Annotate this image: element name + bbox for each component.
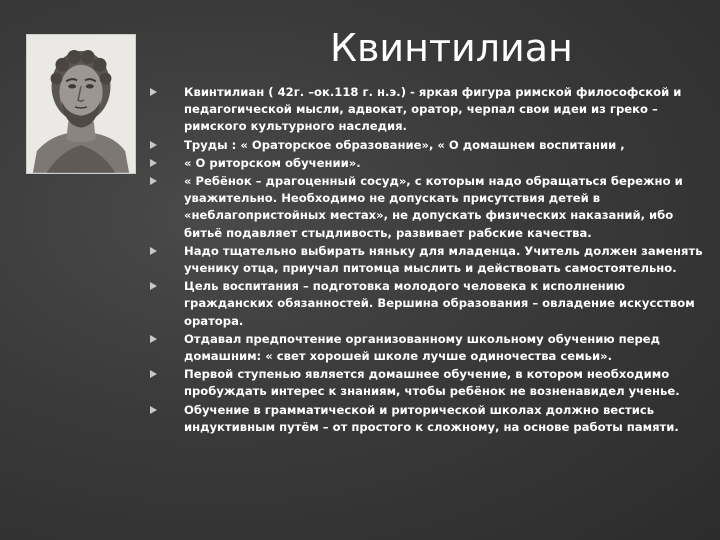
bullet-text: Первой ступенью является домашнее обучение, в котором необходимо пробуждать интерес к знаниям, чтобы ребёнок не возненавидел ученье.	[184, 367, 680, 399]
bullet-item	[150, 278, 710, 330]
bullet-text: « Ребёнок – драгоценный сосуд», с которым надо обращаться бережно и уважительно. Необходимо не допускать присутствия детей в «неблагопристойных местах», не допускать физических наказаний, ибо битьё подавляет стыдливость, развивает рабские качества.	[184, 174, 683, 240]
triangle-bullet-icon	[150, 370, 157, 378]
bullet-item	[150, 366, 710, 400]
bullet-list	[150, 84, 710, 437]
bullet-text: Отдавал предпочтение организованному школьному обучению перед домашним: « свет хорошей школе лучше одиночества семьи».	[184, 331, 661, 364]
triangle-bullet-icon	[150, 177, 157, 185]
bullet-item	[150, 243, 710, 277]
bullet-item	[150, 84, 710, 136]
bullet-text: Обучение в грамматической и риторической школах должно вестись индуктивным путём – от простого к сложному, на основе работы памяти.	[184, 402, 679, 434]
bullet-text: Квинтилиан ( 42г. –ок.118 г. н.э.) - яркая фигура римской философской и педагогической мысли, адвокат, оратор, черпал свои идеи из греко – римского культурного наследия.	[184, 85, 682, 134]
portrait-bust-image	[26, 34, 136, 174]
bullet-text: Цель воспитания – подготовка молодого человека к исполнению гражданских обязанностей. Вершина образования – овладение искусством оратора.	[184, 279, 695, 328]
triangle-bullet-icon	[150, 335, 157, 343]
triangle-bullet-icon	[150, 159, 157, 167]
bullet-item	[150, 331, 710, 365]
triangle-bullet-icon	[150, 88, 157, 96]
slide-title: Квинтилиан	[330, 26, 573, 70]
bullet-item	[150, 173, 710, 242]
bullet-item	[150, 402, 710, 436]
triangle-bullet-icon	[150, 247, 157, 255]
bullet-item	[150, 155, 710, 172]
bullet-item	[150, 137, 710, 154]
triangle-bullet-icon	[150, 141, 157, 149]
bullet-text: « О риторском обучении».	[184, 155, 361, 170]
triangle-bullet-icon	[150, 282, 157, 290]
bullet-text: Труды : « Ораторское образование», « О домашнем воспитании ,	[184, 137, 625, 152]
bullet-text: Надо тщательно выбирать няньку для младенца. Учитель должен заменять ученику отца, приучал питомца мыслить и действовать самостоятельно.	[184, 243, 703, 276]
triangle-bullet-icon	[150, 406, 157, 414]
